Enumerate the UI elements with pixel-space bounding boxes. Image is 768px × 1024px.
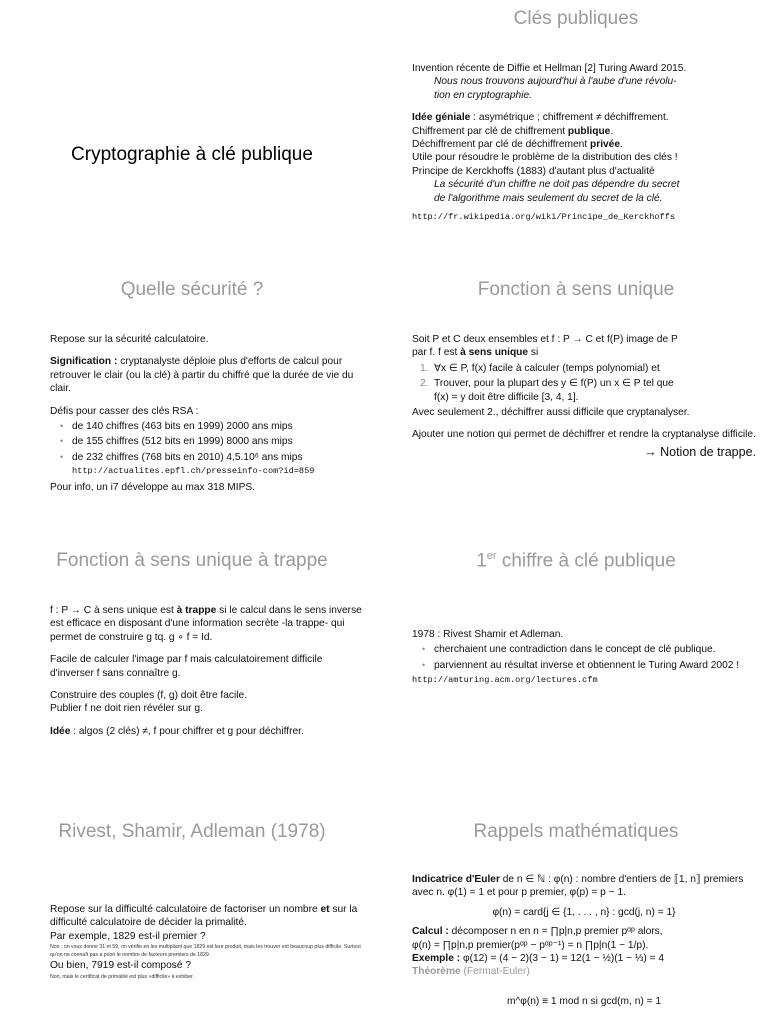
text-line: Déchiffrement par clé de déchiffrement privée.: [412, 139, 623, 151]
text-line: Défis pour casser des clés RSA :: [50, 405, 199, 417]
text-paragraph: f : P → C à sens unique est à trappe si le calcul dans le sens inverse est efficace en disposant d'une information secrète -la trappe- qui permet de construire g tq. g ∘ f = Id.: [50, 605, 362, 643]
slide-heading: Quelle sécurité ?: [120, 279, 264, 300]
url-link[interactable]: http://fr.wikipedia.org/wiki/Principe_de_Kerckhoffs: [412, 212, 676, 223]
text-line: Principe de Kerckhoffs (1883) d'autant plus d'actualité: [412, 165, 655, 177]
text-line: Chiffrement par clé de chiffrement publique.: [412, 125, 614, 137]
text-line: 1978 : Rivest Shamir et Adleman.: [412, 629, 564, 640]
text-paragraph: Signification : cryptanalyste déploie plus d'efforts de calcul pour retrouver le clair (ou la clé) à partir du chiffré que la durée de vie du clair.: [50, 356, 354, 395]
slide-body: [412, 62, 756, 224]
slide-body: [412, 333, 756, 459]
text-line: Idée géniale : asymétrique ; chiffrement ≠ déchiffrement.: [412, 112, 669, 124]
text-line: Repose sur la sécurité calculatoire.: [50, 334, 209, 345]
slide-premier-chiffre: [384, 542, 768, 813]
quote-line: Nous nous trouvons aujourd'hui à l'aube d'une révolu-: [434, 76, 677, 88]
slide-heading: Fonction à sens unique: [477, 279, 675, 300]
quote-line: tion en cryptographie.: [434, 89, 532, 101]
slide-body: [412, 873, 756, 1008]
text-line: Ou bien, 7919 est-il composé ?: [50, 960, 192, 972]
formula: φ(n) = card{j ∈ {1, . . . , n} : gcd(j, n) = 1}: [492, 906, 676, 918]
footnote: Non : on vous donne 31 et 59, on vérifie en les multipliant que 1829 est leur produit, mais les trouver est beaucoup plus difficile. Surtout qu'on ne connaît pas a priori le nombre de facteurs premiers de 1829.: [50, 944, 361, 959]
list-item: • de 140 chiffres (463 bits en 1999) 2000 ans mips: [72, 420, 368, 433]
slide-rappels: [384, 813, 768, 1024]
text-paragraph: Indicatrice d'Euler de n ∈ ℕ : φ(n) : nombre d'entiers de ⟦1, n⟧ premiers avec n. φ(1) = 1 et pour p premier, φ(p) = p − 1.: [412, 874, 744, 899]
text-line: Pour info, un i7 développe au max 318 MIPS.: [50, 481, 256, 493]
slide-sens-unique: [384, 271, 768, 542]
slide-heading: Rivest, Shamir, Adleman (1978): [58, 821, 326, 842]
formula: m^φ(n) ≡ 1 mod n si gcd(m, n) = 1: [506, 995, 662, 1007]
text-line: par f. f est à sens unique si: [412, 347, 539, 359]
slide-heading: Fonction à sens unique à trappe: [56, 550, 328, 571]
slide-body: [50, 903, 368, 981]
text-line: Calcul : décomposer n en n = ∏p|n,p premier pᵅᵖ alors,: [412, 926, 663, 938]
slide-body: [50, 333, 368, 494]
slide-cles-publiques: [384, 0, 768, 271]
text-line: Invention récente de Diffie et Hellman [2] Turing Award 2015.: [412, 63, 687, 74]
bullet-list: [412, 643, 756, 672]
list-item: • de 232 chiffres (768 bits en 2010) 4,5.10⁶ ans mips http://actualites.epfl.ch/presseinfo-com?id=859: [72, 451, 368, 479]
text-line: Exemple : φ(12) = (4 − 2)(3 − 1) = 12(1 − ½)(1 − ⅓) = 4: [412, 953, 665, 965]
footnote: Non, mais le certificat de primalité est plus «difficile» à exhiber.: [50, 973, 195, 980]
url-link[interactable]: http://actualites.epfl.ch/presseinfo-com?id=859: [72, 466, 315, 477]
text-line: Idée : algos (2 clés) ≠, f pour chiffrer et g pour déchiffrer.: [50, 725, 304, 737]
quote-line: La sécurité d'un chiffre ne doit pas dépendre du secret: [434, 179, 680, 191]
text-line: Publier f ne doit rien révéler sur g.: [50, 703, 203, 715]
theorem-heading: Théorème (Fermat-Euler): [412, 966, 530, 978]
text-paragraph: Facile de calculer l'image par f mais calculatoirement difficile d'inverser f sans connaître g.: [50, 654, 323, 679]
list-item: 1. ∀x ∈ P, f(x) facile à calculer (temps polynomial) et: [420, 362, 660, 374]
slide-heading: Rappels mathématiques: [473, 821, 679, 842]
text-line: Construire des couples (f, g) doit être facile.: [50, 690, 248, 702]
list-item: • de 155 chiffres (512 bits en 1999) 8000 ans mips: [72, 435, 368, 448]
list-item: 2. Trouver, pour la plupart des y ∈ f(P) un x ∈ P tel que f(x) = y doit être difficile [3, 4, 1].: [420, 378, 674, 403]
text-line: Par exemple, 1829 est-il premier ?: [50, 930, 206, 942]
slide-body: [412, 628, 756, 688]
text-line: Utile pour résoudre le problème de la distribution des clés !: [412, 152, 678, 164]
slide-body: [50, 604, 368, 738]
slide-trappe: [0, 542, 384, 813]
slide-heading: 1er chiffre à clé publique: [476, 550, 676, 572]
text-line: Avec seulement 2., déchiffrer aussi difficile que cryptanalyser.: [412, 407, 690, 419]
quote-line: de l'algorithme mais seulement du secret de la clé.: [434, 192, 663, 204]
numbered-list: [412, 362, 756, 404]
slide-heading: Clés publiques: [513, 8, 639, 29]
slide-title: [0, 0, 384, 271]
text-paragraph: Repose sur la difficulté calculatoire de factoriser un nombre et sur la difficulté calculatoire de décider la primalité.: [50, 904, 358, 929]
bullet-list: [50, 420, 368, 479]
slide-rsa: [0, 813, 384, 1024]
slide-securite: [0, 271, 384, 542]
list-item: • cherchaient une contradiction dans le concept de clé publique.: [434, 643, 756, 656]
text-line: Soit P et C deux ensembles et f : P → C et f(P) image de P: [412, 334, 678, 345]
list-item: • parviennent au résultat inverse et obtiennent le Turing Award 2002 !: [434, 659, 756, 672]
text-paragraph: Ajouter une notion qui permet de déchiffrer et rendre la cryptanalyse difficile.: [412, 429, 756, 441]
formula: φ(n) = ∏p|n,p premier(pᵅᵖ − pᵅᵖ⁻¹) = n ∏p|n(1 − 1/p).: [412, 939, 649, 951]
main-title: Cryptographie à clé publique: [71, 144, 313, 165]
url-link[interactable]: http://amturing.acm.org/lectures.cfm: [412, 675, 598, 686]
conclusion-arrow: → Notion de trappe.: [644, 444, 756, 459]
